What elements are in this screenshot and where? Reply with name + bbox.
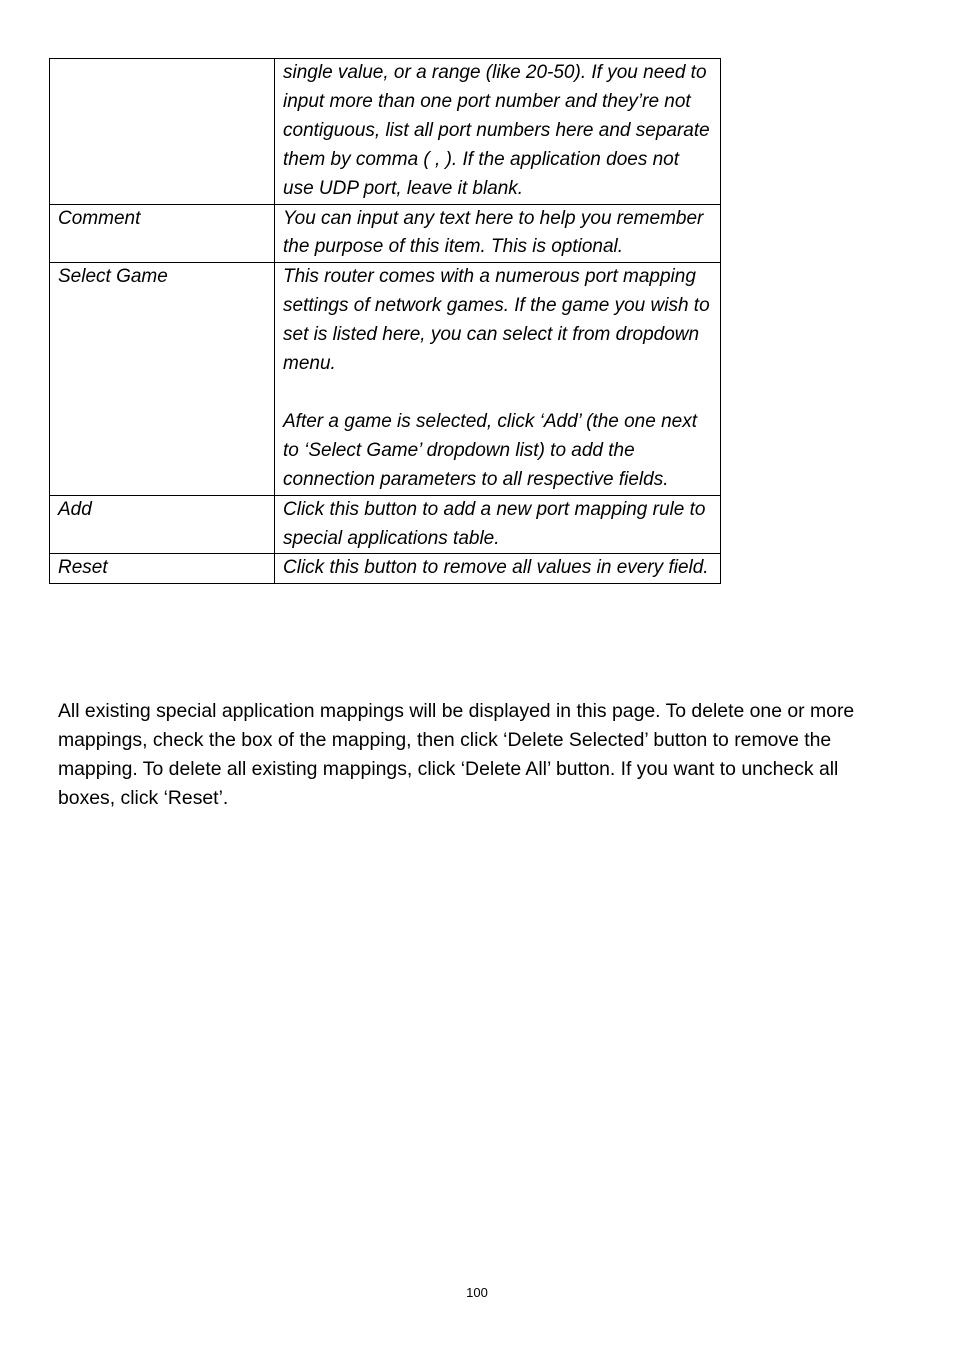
parameter-description: Click this button to remove all values in every field.: [275, 554, 721, 584]
body-paragraph: All existing special application mappings will be displayed in this page. To delete one or more mappings, check the box of the mapping, then click ‘Delete Selected’ button to remove the mapping. To delete all existing mappings, click ‘Delete All’ button. If you want to uncheck all boxes, click ‘Reset’.: [58, 700, 855, 809]
table-row: [50, 554, 721, 584]
parameter-description: This router comes with a numerous port mapping settings of network games. If the game you wish to set is listed here, you can select it from dropdown menu. After a game is selected, click ‘Add’ (the one next to ‘Select Game’ dropdown list) to add the connection parameters to all respective fields.: [275, 263, 721, 495]
parameter-description: You can input any text here to help you remember the purpose of this item. This is optional.: [275, 204, 721, 263]
table-row: [50, 204, 721, 263]
parameter-name: [50, 59, 275, 205]
parameter-description: Click this button to add a new port mapping rule to special applications table.: [275, 495, 721, 554]
parameter-table: [49, 58, 721, 584]
parameter-name: Add: [50, 495, 275, 554]
parameter-description: single value, or a range (like 20-50). If you need to input more than one port number and they’re not contiguous, list all port numbers here and separate them by comma ( , ). If the application does not use UDP port, leave it blank.: [275, 59, 721, 205]
page-number: 100: [466, 1285, 488, 1300]
table-row: [50, 263, 721, 495]
table-row: [50, 59, 721, 205]
parameter-name: Comment: [50, 204, 275, 263]
table-row: [50, 495, 721, 554]
parameter-name: Select Game: [50, 263, 275, 495]
parameter-name: Reset: [50, 554, 275, 584]
